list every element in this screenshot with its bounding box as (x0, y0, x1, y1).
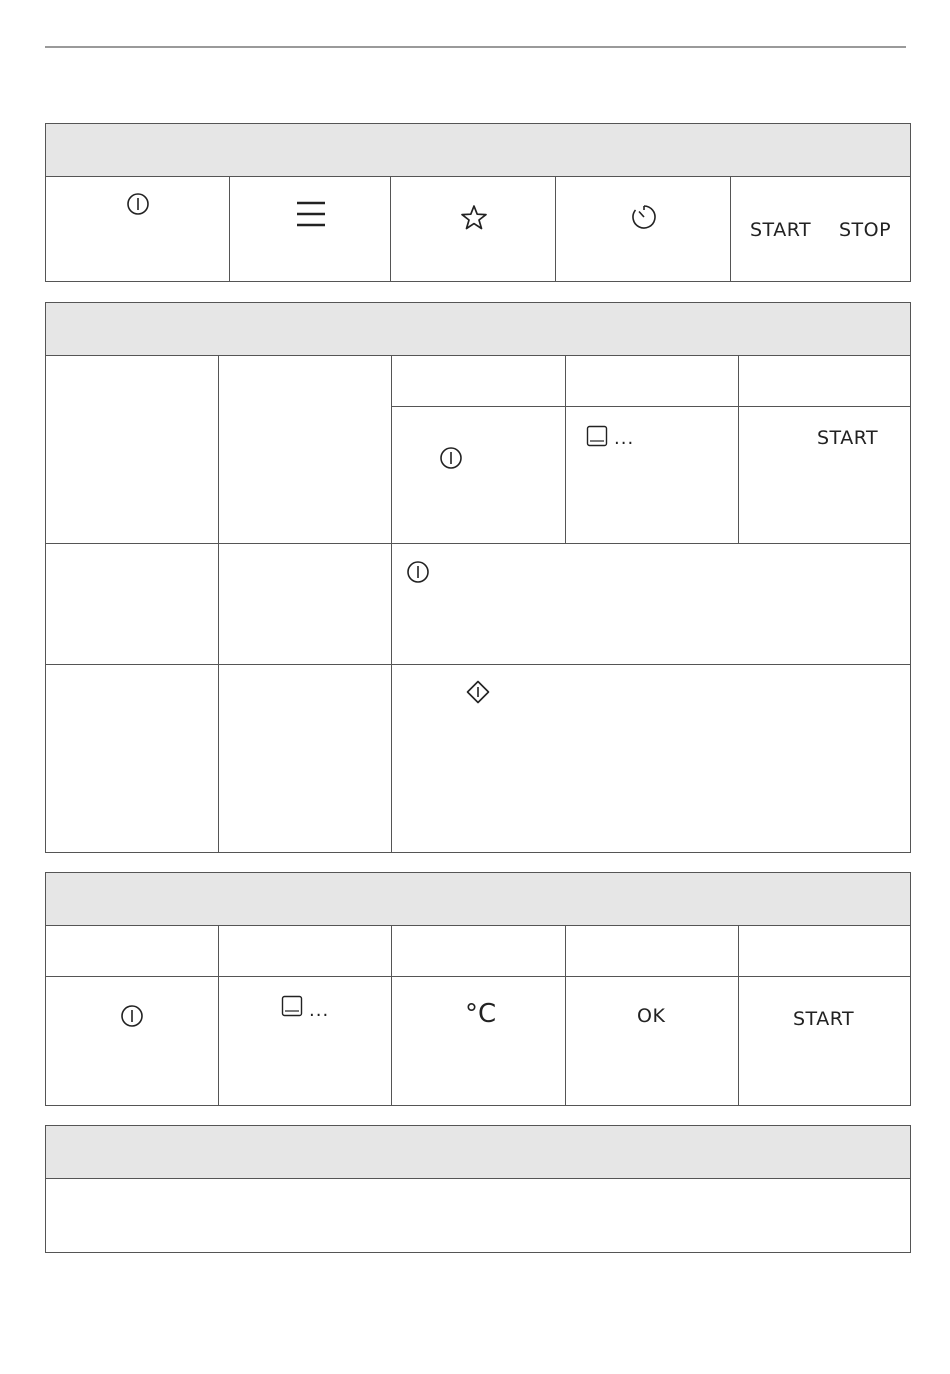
top-rule (45, 46, 906, 48)
row-divider (46, 543, 911, 544)
table-header (46, 124, 910, 177)
controls-table (45, 123, 911, 282)
power-icon (406, 560, 430, 584)
celsius-icon: °C (465, 999, 497, 1029)
row-divider (46, 976, 911, 977)
start-label: START (817, 427, 879, 449)
power-icon (439, 446, 463, 470)
column-divider (555, 176, 556, 282)
row-divider (391, 406, 911, 407)
diamond-info-icon (466, 680, 490, 704)
notes-table (45, 1125, 911, 1253)
dots-label: ... (614, 428, 635, 449)
menu-icon (296, 200, 326, 228)
row-divider (46, 664, 911, 665)
power-icon (126, 192, 150, 216)
column-divider (730, 176, 731, 282)
settings-table (45, 872, 911, 1106)
column-divider (218, 925, 219, 1106)
ok-label: OK (637, 1005, 666, 1027)
column-divider (391, 925, 392, 1106)
timer-icon (630, 203, 658, 231)
column-divider (565, 355, 566, 543)
star-icon (460, 204, 488, 230)
column-divider (229, 176, 230, 282)
table-header (46, 873, 910, 926)
dots-label: ... (309, 1000, 330, 1021)
power-icon (120, 1004, 144, 1028)
column-divider (738, 355, 739, 543)
start-label: START (793, 1008, 855, 1030)
oven-function-icon (586, 425, 608, 447)
column-divider (738, 925, 739, 1106)
table-header (46, 303, 910, 356)
column-divider (390, 176, 391, 282)
oven-function-icon (281, 995, 303, 1017)
steps-table (45, 302, 911, 853)
table-header (46, 1126, 910, 1179)
column-divider (218, 355, 219, 853)
column-divider (391, 355, 392, 853)
start-label: START (750, 219, 812, 241)
column-divider (565, 925, 566, 1106)
stop-label: STOP (839, 219, 892, 241)
